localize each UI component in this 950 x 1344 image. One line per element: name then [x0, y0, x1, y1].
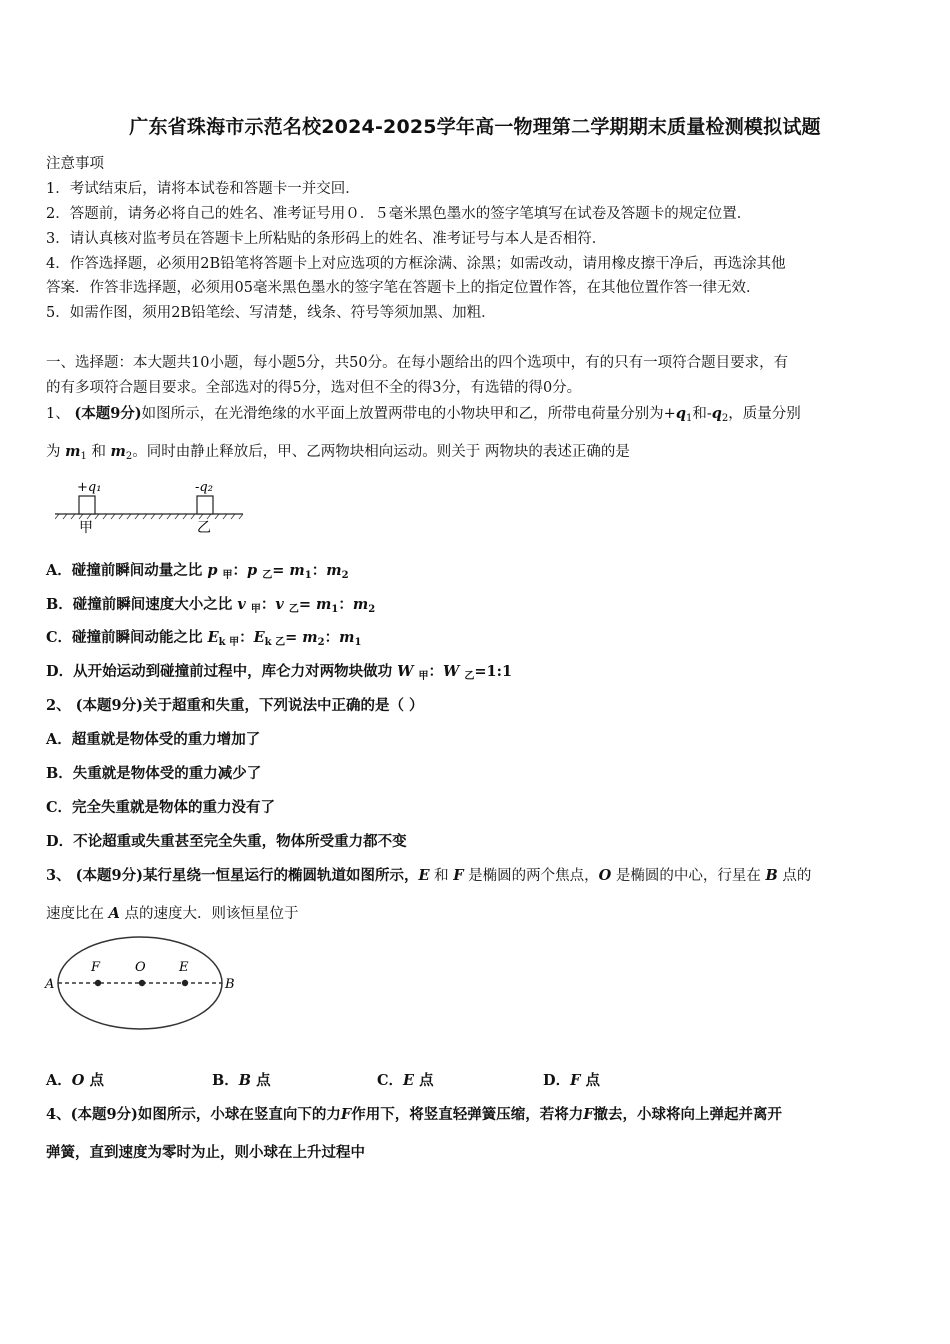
- point-b-label: B: [225, 977, 235, 992]
- point-a-label: A: [45, 977, 55, 992]
- question-3-option-d: D．F 点: [543, 1072, 600, 1089]
- block-label-b: 乙: [197, 520, 211, 536]
- question-1-line-1: 1、 (本题9分)如图所示，在光滑绝缘的水平面上放置两带电的小物块甲和乙，所带电荷量分别为$+q_1$和$-q_2$，质量分别: [46, 405, 801, 424]
- question-1-option-d: D．从开始运动到碰撞前过程中，库仑力对两物块做功 W $_甲$：W $_乙$=1:1: [46, 663, 513, 682]
- focus-f-point: [95, 980, 101, 986]
- question-4-line-1: 4、(本题9分)如图所示，小球在竖直向下的力F作用下，将竖直轻弹簧压缩，若将力F撤去，小球将向上弹起并离开: [46, 1106, 782, 1123]
- question-2-option-b: B．失重就是物体受的重力减少了: [46, 765, 262, 782]
- question-3-line-1: 3、 (本题9分)某行星绕一恒星运行的椭圆轨道如图所示，E 和 F 是椭圆的两个焦点，O 是椭圆的中心，行星在 B 点的: [46, 867, 812, 884]
- question-1-option-a: A．碰撞前瞬间动量之比 p $_甲$：p $_乙= m_1$：$m_2$: [46, 562, 349, 581]
- question-3-option-b: B．B 点: [212, 1072, 271, 1089]
- notice-item: 1．考试结束后，请将本试卷和答题卡一并交回．: [46, 181, 360, 197]
- block-label-a: 甲: [79, 520, 93, 536]
- focus-e-label: E: [179, 960, 189, 975]
- notice-item: 4．作答选择题，必须用2B铅笔将答题卡上对应选项的方框涂满、涂黑；如需改动，请用橡皮擦干净后，再选涂其他: [46, 256, 786, 272]
- page-title: 广东省珠海市示范名校2024-2025学年高一物理第二学期期末质量检测模拟试题: [129, 116, 821, 138]
- section-instructions: 一、选择题：本大题共10小题，每小题5分，共50分。在每小题给出的四个选项中，有的只有一项符合题目要求，有: [46, 355, 789, 371]
- question-1-option-b: B．碰撞前瞬间速度大小之比 v $_甲$：v $_乙= m_1$：$m_2$: [46, 596, 376, 615]
- question-3-option-c: C．E 点: [377, 1072, 434, 1089]
- charge-label-a: +q₁: [77, 480, 102, 495]
- notice-item: 答案．作答非选择题，必须用05毫米黑色墨水的签字笔在答题卡上的指定位置作答，在其他位置作答一律无效．: [46, 280, 761, 296]
- notice-item: 3．请认真核对监考员在答题卡上所粘贴的条形码上的姓名、准考证号与本人是否相符．: [46, 231, 607, 247]
- question-2-option-a: A．超重就是物体受的重力增加了: [46, 731, 261, 748]
- question-3-line-2: 速度比在 A 点的速度大．则该恒星位于: [46, 905, 299, 922]
- question-2: 2、 (本题9分)关于超重和失重，下列说法中正确的是（ ）: [46, 697, 424, 714]
- focus-e-point: [182, 980, 188, 986]
- ellipse-orbit-figure: [42, 936, 242, 1036]
- question-3-option-a: A．O 点: [46, 1072, 104, 1089]
- question-1-option-c: C．碰撞前瞬间动能之比 $E_{k 甲}$：$E_{k 乙}= m_2$：$m_1$: [46, 629, 362, 648]
- notice-heading: 注意事项: [46, 156, 104, 172]
- question-1-line-2: 为 $m_1$ 和 $m_2$。同时由静止释放后，甲、乙两物块相向运动。则关于 两物块的表述正确的是: [46, 443, 630, 462]
- notice-item: 2．答题前，请务必将自己的姓名、准考证号用０．５毫米黑色墨水的签字笔填写在试卷及答题卡的规定位置．: [46, 206, 752, 222]
- question-2-option-c: C．完全失重就是物体的重力没有了: [46, 799, 276, 816]
- notice-item: 5．如需作图，须用2B铅笔绘、写清楚，线条、符号等须加黑、加粗．: [46, 305, 496, 321]
- center-o-point: [139, 980, 145, 986]
- question-2-option-d: D．不论超重或失重甚至完全失重，物体所受重力都不变: [46, 833, 407, 850]
- section-instructions: 的有多项符合题目要求。全部选对的得5分，选对但不全的得3分，有选错的得0分。: [46, 380, 582, 396]
- center-o-label: O: [135, 960, 146, 975]
- question-4-line-2: 弹簧，直到速度为零时为止，则小球在上升过程中: [46, 1144, 365, 1161]
- block-yi: [197, 496, 213, 514]
- block-jia: [79, 496, 95, 514]
- charge-label-b: -q₂: [195, 480, 213, 495]
- focus-f-label: F: [91, 960, 101, 975]
- charged-blocks-figure: [55, 476, 245, 536]
